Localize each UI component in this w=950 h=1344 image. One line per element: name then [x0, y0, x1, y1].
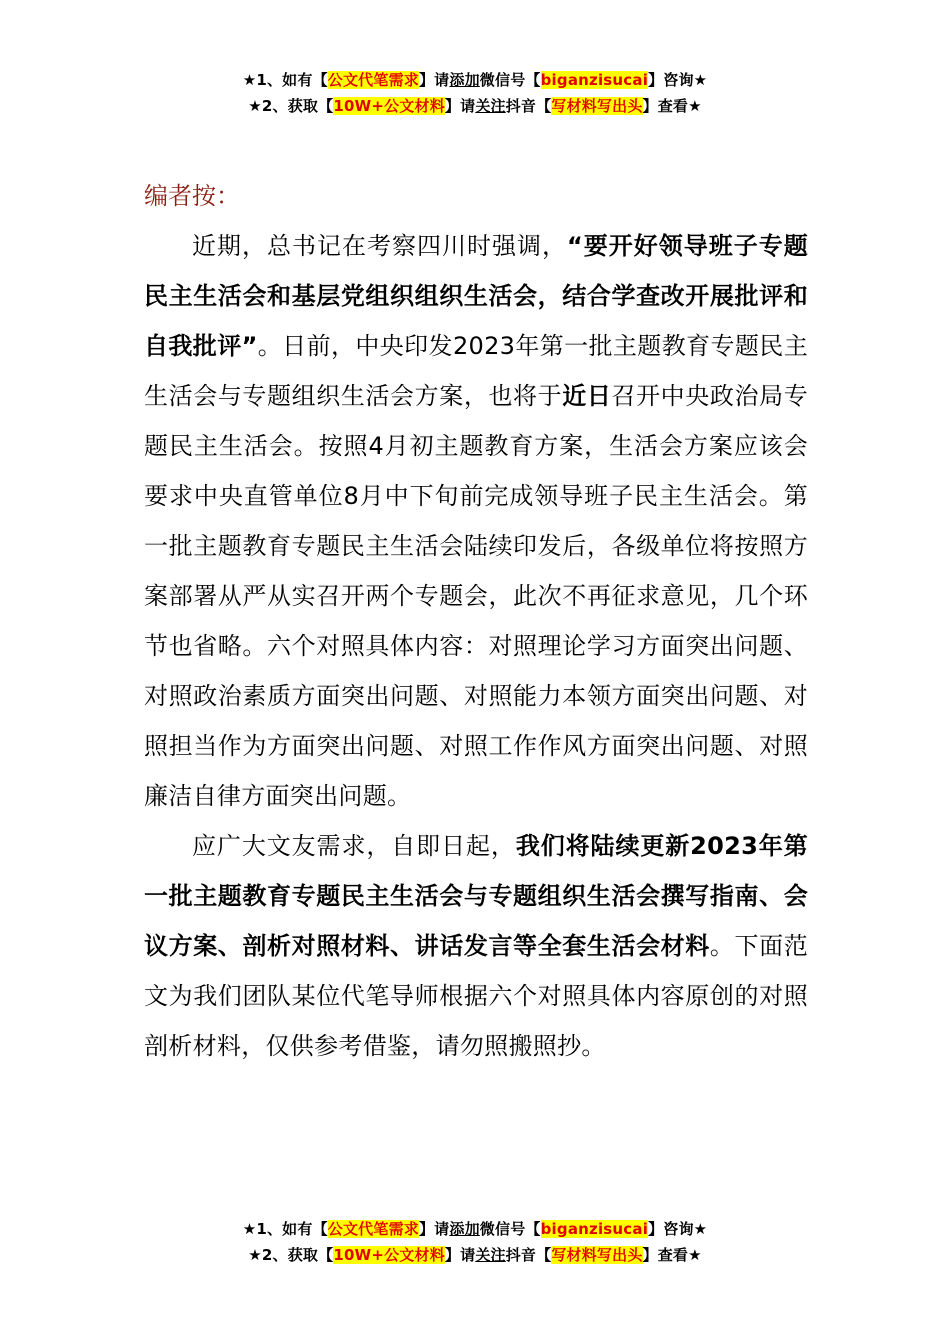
highlight-service: 公文代笔需求 — [327, 71, 419, 89]
paragraph-1: 近期，总书记在考察四川时强调，“要开好领导班子专题民主生活会和基层党组织组织生活会，结合学查改开展批评和自我批评”。日前，中央印发2023年第一批主题教育专题民主生活会与专题组织生活会方案，也将于近日召开中央政治局专题民主生活会。按照4月初主题教育方案，生活会方案应该会要求中央直管单位8月中下旬前完成领导班子民主生活会。第一批主题教育专题民主生活会陆续印发后，各级单位将按照方案部署从严从实召开两个专题会，此次不再征求意见，几个环节也省略。六个对照具体内容：对照理论学习方面突出问题、对照政治素质方面突出问题、对照能力本领方面突出问题、对照担当作为方面突出问题、对照工作作风方面突出问题、对照廉洁自律方面突出问题。 — [144, 232, 808, 810]
highlight-wechat-id: biganzisucai — [540, 71, 649, 89]
highlight-materials: 10W+公文材料 — [333, 97, 445, 115]
banner-line-2: ★2、获取【10W+公文材料】请关注抖音【写材料写出头】查看★ — [248, 97, 702, 115]
highlight-wechat-id: biganzisucai — [540, 1220, 649, 1238]
banner-line-1: ★1、如有【公文代笔需求】请添加微信号【biganzisucai】咨询★ — [242, 71, 708, 89]
update-notice-bold: 我们将陆续更新2023年第一批主题教育专题民主生活会与专题组织生活会撰写指南、会议方案、剖析对照材料、讲话发言等全套生活会材料 — [144, 832, 808, 960]
highlight-douyin-account: 写材料写出头 — [551, 97, 643, 115]
quote-bold: “要开好领导班子专题民主生活会和基层党组织组织生活会，结合学查改开展批评和自我批评” — [144, 232, 808, 360]
document-body — [144, 171, 808, 1071]
banner-line-2: ★2、获取【10W+公文材料】请关注抖音【写材料写出头】查看★ — [248, 1246, 702, 1264]
highlight-douyin-account: 写材料写出头 — [551, 1246, 643, 1264]
highlight-materials: 10W+公文材料 — [333, 1246, 445, 1264]
header-banner — [0, 67, 950, 119]
footer-banner — [0, 1216, 950, 1268]
highlight-service: 公文代笔需求 — [327, 1220, 419, 1238]
editor-note-label: 编者按： — [144, 182, 240, 210]
paragraph-2: 应广大文友需求，自即日起，我们将陆续更新2023年第一批主题教育专题民主生活会与专题组织生活会撰写指南、会议方案、剖析对照材料、讲话发言等全套生活会材料。下面范文为我们团队某位代笔导师根据六个对照具体内容原创的对照剖析材料，仅供参考借鉴，请勿照搬照抄。 — [144, 832, 809, 1060]
banner-line-1: ★1、如有【公文代笔需求】请添加微信号【biganzisucai】咨询★ — [242, 1220, 708, 1238]
